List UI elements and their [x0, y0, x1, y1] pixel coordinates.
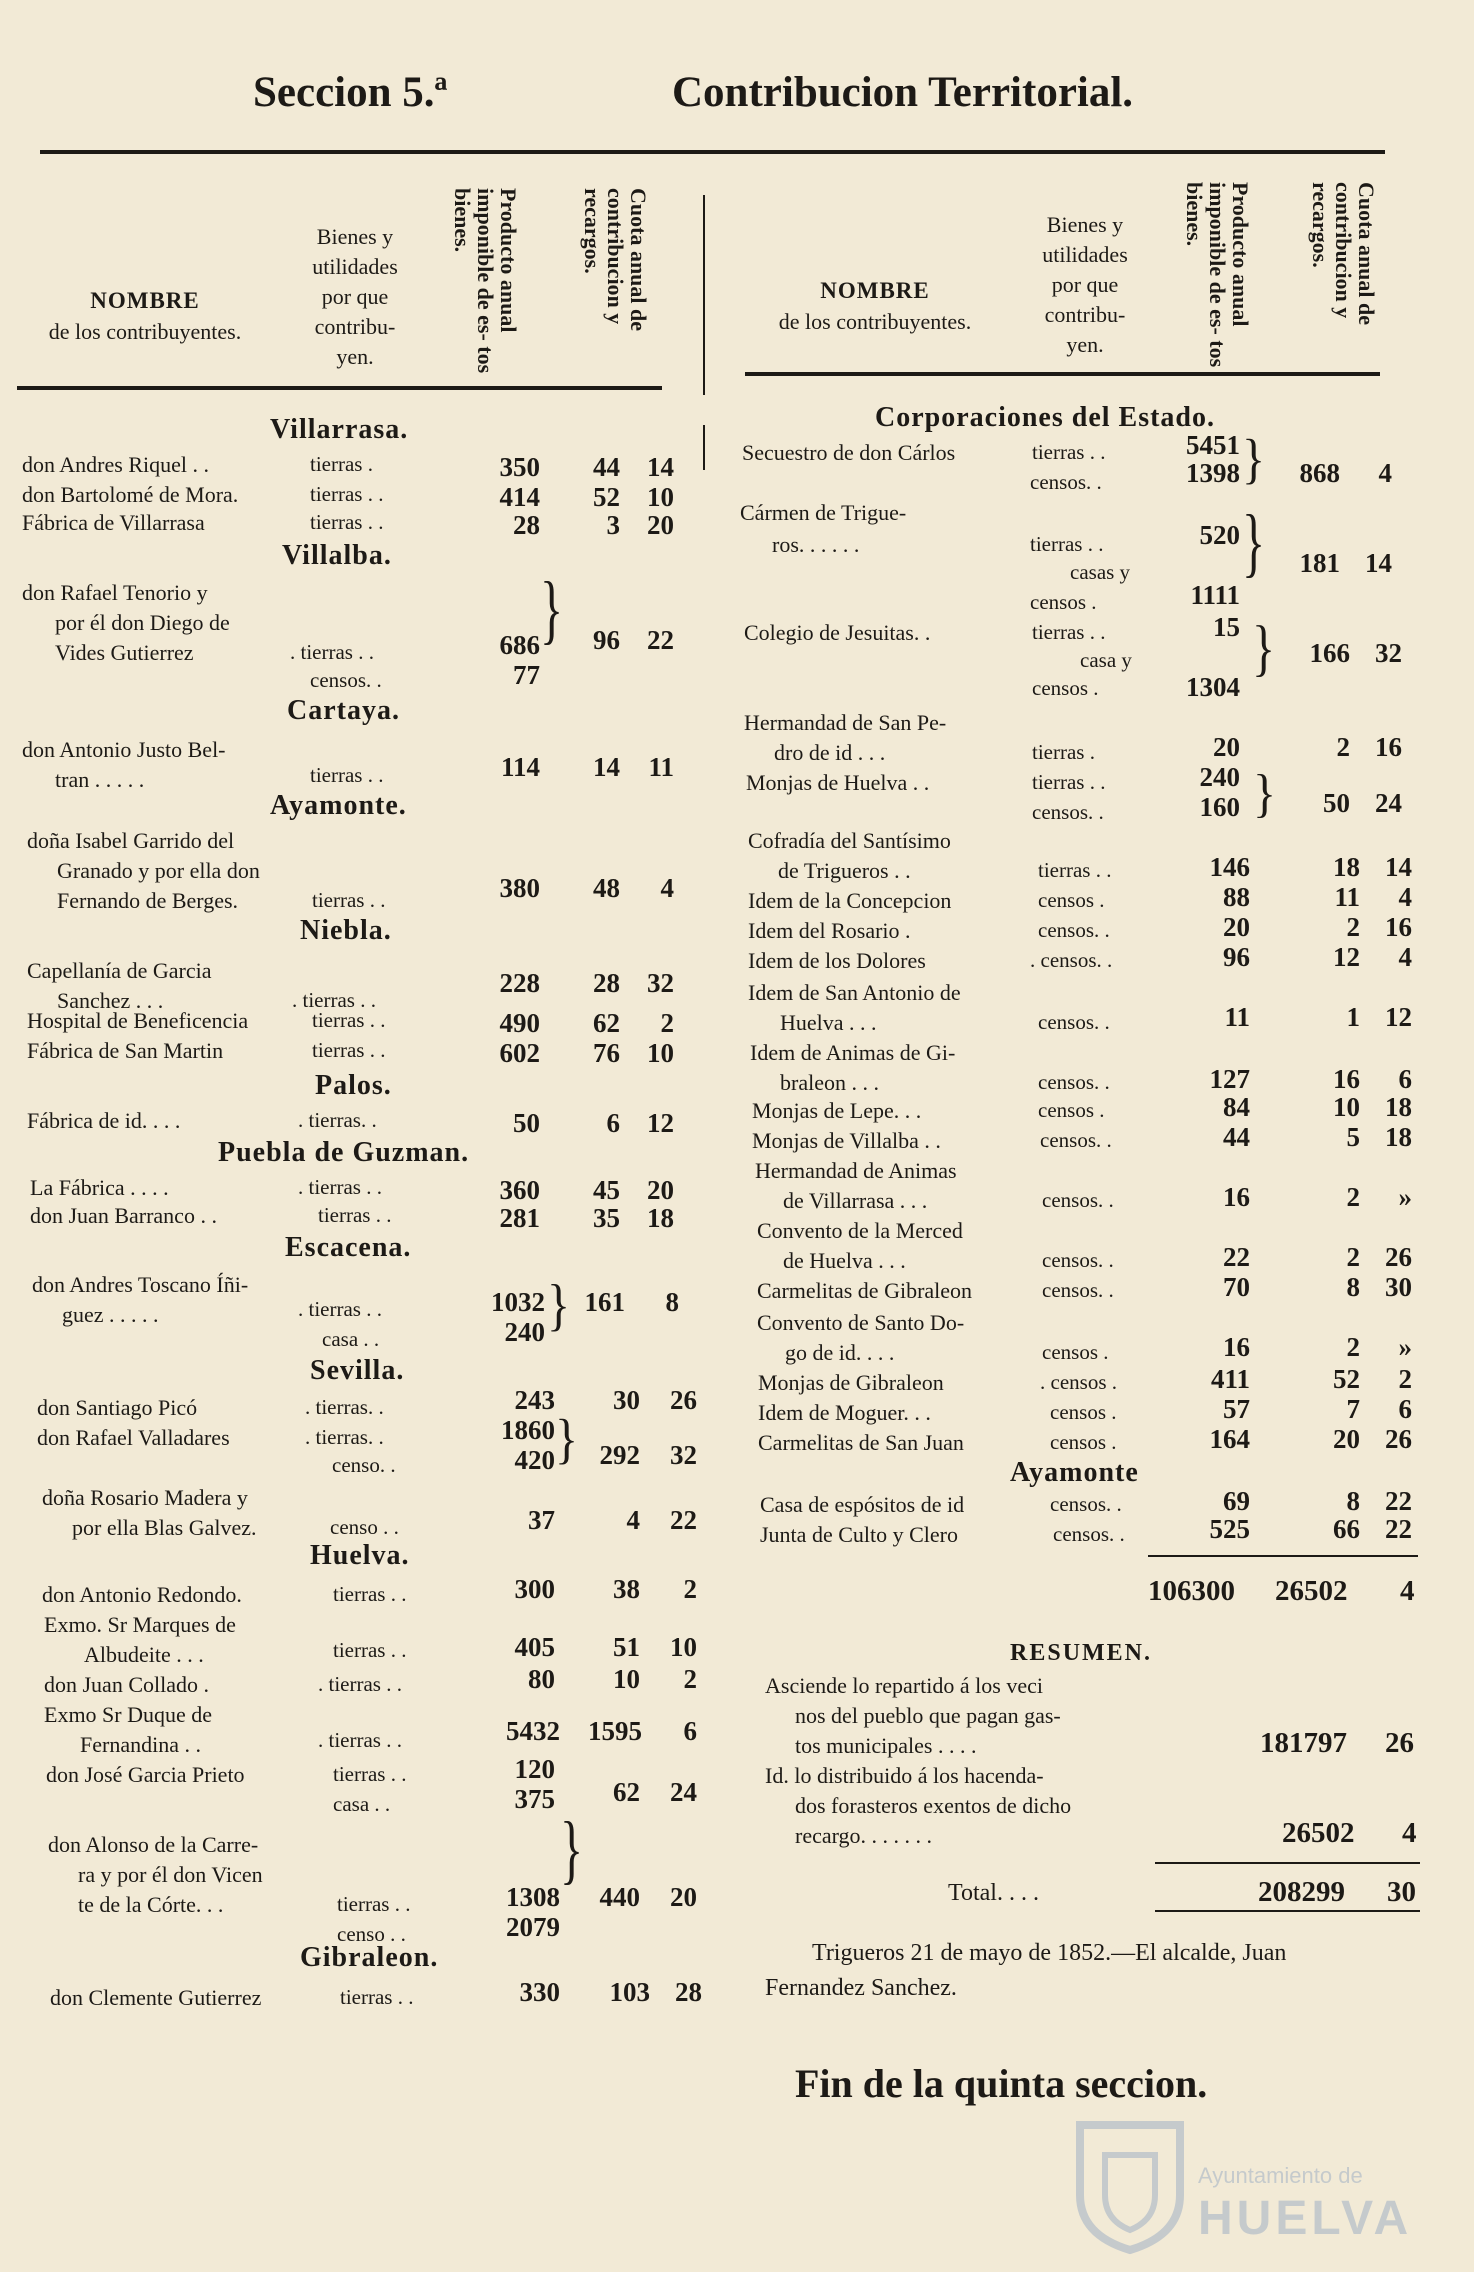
col-bienes-header: Bienes y utilidades por que contribu- yen. — [312, 224, 398, 369]
table-row: Exmo Sr Duque de Fernandina . . . tierras . . 5432 1595 6 — [44, 1702, 697, 1757]
brace: } — [560, 1807, 584, 1892]
column-divider-small — [703, 425, 705, 470]
town-heading: Gibraleon. — [300, 1942, 439, 1973]
table-row: Monjas de Lepe. . . censos . 84 10 18 — [752, 1092, 1412, 1123]
table-row: Hermandad de San Pe- dro de id . . . tierras . 20 2 16 — [744, 710, 1402, 765]
col-bienes-header-right: Bienes y utilidades por que contribu- yen. — [1042, 212, 1128, 357]
table-row: Capellanía de Garcia Sanchez . . . . tierras . . 228 28 32 — [27, 958, 674, 1013]
summary-line: recargo. . . . . . . — [795, 1823, 933, 1848]
total-label: Total. . . . — [948, 1880, 1039, 1906]
brace: } — [1253, 764, 1277, 823]
summary-line: Id. lo distribuido á los hacenda- — [765, 1763, 1044, 1788]
table-row: Cofradía del Santísimo de Trigueros . . tierras . . 146 18 14 — [748, 828, 1412, 883]
total-rule — [1155, 1862, 1420, 1864]
section-heading: Corporaciones del Estado. — [875, 402, 1215, 433]
brace: } — [1242, 500, 1266, 585]
header-rule — [40, 150, 1385, 154]
col-name-header-right: NOMBRE de los contribuyentes. — [778, 278, 972, 334]
summary-value: 181797 — [1260, 1727, 1347, 1759]
town-heading: Palos. — [315, 1070, 392, 1101]
table-row: Secuestro de don Cárlos tierras . . censos. . 5451 1398 868 4 — [742, 430, 1392, 494]
col-producto-header: Producto anual imponible de es- tos bienes. — [450, 188, 521, 374]
brace: } — [555, 1408, 579, 1470]
table-row: Exmo. Sr Marques de Albudeite . . . tierras . . 405 51 10 — [44, 1612, 697, 1667]
signature-line: Trigueros 21 de mayo de 1852.—El alcalde, Juan — [812, 1940, 1287, 1966]
total-value-cents: 30 — [1387, 1876, 1416, 1908]
table-row: don Rafael Tenorio y por él don Diego de Vides Gutierrez . tierras . . censos. . 686 77 96 22 — [22, 580, 674, 692]
summary-value: 26502 — [1282, 1817, 1355, 1849]
town-heading: Ayamonte — [1010, 1457, 1139, 1488]
town-heading: Cartaya. — [287, 695, 400, 726]
table-row: Monjas de Villalba . . censos. . 44 5 18 — [752, 1122, 1412, 1153]
table-row: Carmelitas de Gibraleon censos. . 70 8 30 — [757, 1272, 1412, 1303]
summary-line: Asciende lo repartido á los veci — [765, 1673, 1043, 1698]
town-heading: Puebla de Guzman. — [218, 1137, 470, 1168]
town-heading: Niebla. — [300, 915, 392, 946]
table-row: La Fábrica . . . . . tierras . . 360 45 20 — [30, 1175, 674, 1205]
summary-value-cents: 4 — [1402, 1817, 1417, 1849]
sum-rule — [1148, 1555, 1418, 1557]
town-heading: Escacena. — [285, 1232, 412, 1263]
table-row: doña Isabel Garrido del Granado y por ella don Fernando de Berges. tierras . . 380 48 4 — [27, 828, 674, 913]
town-heading: Ayamonte. — [270, 790, 407, 821]
watermark-line1: Ayuntamiento de — [1198, 2163, 1363, 2188]
shield-icon — [1060, 2105, 1200, 2255]
total-rule-bottom — [1155, 1910, 1420, 1912]
column-divider — [703, 195, 705, 395]
table-row: Fábrica de id. . . . . tierras. . 50 6 12 — [27, 1108, 674, 1138]
watermark-line2: HUELVA — [1198, 2192, 1413, 2245]
summary-line: tos municipales . . . . — [795, 1733, 977, 1758]
brace: } — [547, 1273, 571, 1337]
table-row: don Antonio Justo Bel- tran . . . . . tierras . . 114 14 11 — [22, 737, 674, 792]
table-row: doña Rosario Madera y por ella Blas Galvez. censo . . 37 4 22 — [42, 1485, 697, 1540]
brace: } — [540, 567, 564, 652]
table-row: Convento de Santo Do- go de id. . . . censos . 16 2 » — [757, 1310, 1412, 1365]
town-heading: Villarrasa. — [270, 414, 409, 445]
table-row: don Andres Riquel . . tierras . 350 44 14 — [22, 452, 674, 482]
section-number: Seccion 5.ª — [253, 69, 448, 116]
signature-line: Fernandez Sanchez. — [765, 1975, 957, 2001]
col-cuota-header: Cuota anual de contribucion y recargos. — [580, 188, 651, 332]
town-heading: Sevilla. — [310, 1355, 405, 1386]
table-row: Monjas de Huelva . . tierras . . censos. . 240 160 50 24 — [746, 762, 1402, 824]
table-row: don Bartolomé de Mora. tierras . . 414 52 10 — [22, 482, 674, 512]
col-producto-header-right: Producto anual imponible de es- tos bienes. — [1182, 182, 1253, 368]
brace: } — [1252, 614, 1276, 683]
table-row: Junta de Culto y Clero censos. . 525 66 22 — [760, 1514, 1412, 1547]
table-row: Idem de la Concepcion censos . 88 11 4 — [748, 882, 1412, 913]
table-row: don Antonio Redondo. tierras . . 300 38 2 — [42, 1574, 697, 1607]
page-title: Contribucion Territorial. — [672, 69, 1134, 116]
brace: } — [1242, 428, 1266, 490]
col-name-header: NOMBRE de los contribuyentes. — [48, 288, 242, 344]
table-row: Monjas de Gibraleon . censos . 411 52 2 — [758, 1364, 1412, 1395]
table-row: don José Garcia Prieto tierras . . casa . . 120 375 62 24 — [46, 1754, 697, 1816]
table-row: Carmelitas de San Juan censos . 164 20 26 — [758, 1424, 1412, 1455]
table-row: don Rafael Valladares . tierras. . censo. . 1860 420 292 32 — [37, 1415, 697, 1477]
table-row: don Santiago Picó . tierras. . 243 30 26 — [37, 1385, 697, 1420]
right-header-rule — [745, 372, 1380, 376]
table-row: Cármen de Trigue- ros. . . . . . tierras . . casas y censos . 520 1111 181 14 — [740, 500, 1392, 614]
table-row: don Andres Toscano Íñi- guez . . . . . . tierras . . casa . . 1032 240 161 8 — [32, 1272, 679, 1351]
table-row: Colegio de Jesuitas. . tierras . . casa y censos . 15 1304 166 32 — [744, 612, 1402, 702]
table-row: Casa de espósitos de id censos. . 69 8 22 — [760, 1486, 1412, 1517]
table-row: Fábrica de San Martin tierras . . 602 76 10 — [27, 1038, 674, 1068]
sum-row: 106300 26502 4 — [1148, 1575, 1415, 1607]
table-row: Idem de Moguer. . . censos . 57 7 6 — [758, 1394, 1412, 1425]
summary-title: RESUMEN. — [1010, 1640, 1153, 1666]
table-row: Idem del Rosario . censos. . 20 2 16 — [748, 912, 1412, 943]
table-row: don Alonso de la Carre- ra y por él don Vicen te de la Córte. . . tierras . . censo . . 1308 2079 440 20 — [48, 1832, 697, 1946]
table-row: don Clemente Gutierrez tierras . . 330 103 28 — [50, 1977, 702, 2010]
end-of-section: Fin de la quinta seccion. — [795, 2061, 1208, 2106]
summary-line: dos forasteros exentos de dicho — [795, 1793, 1072, 1818]
table-row: Hermandad de Animas de Villarrasa . . . censos. . 16 2 » — [755, 1158, 1412, 1213]
table-row: Idem de Animas de Gi- braleon . . . censos. . 127 16 6 — [750, 1040, 1412, 1095]
table-row: don Juan Barranco . . tierras . . 281 35 18 — [30, 1203, 674, 1233]
table-row: Fábrica de Villarrasa tierras . . 28 3 20 — [22, 510, 674, 540]
summary-value-cents: 26 — [1385, 1727, 1414, 1759]
town-heading: Villalba. — [282, 540, 392, 571]
town-heading: Huelva. — [310, 1540, 410, 1571]
table-row: Idem de los Dolores . censos. . 96 12 4 — [748, 942, 1412, 973]
table-row: Idem de San Antonio de Huelva . . . censos. . 11 1 12 — [748, 980, 1412, 1035]
total-value: 208299 — [1258, 1876, 1345, 1908]
col-cuota-header-right: Cuota anual de contribucion y recargos. — [1308, 182, 1379, 326]
table-row: Convento de la Merced de Huelva . . . censos. . 22 2 26 — [757, 1218, 1412, 1273]
table-row: don Juan Collado . . tierras . . 80 10 2 — [44, 1664, 697, 1697]
summary-line: nos del pueblo que pagan gas- — [795, 1703, 1061, 1728]
left-header-rule — [17, 386, 662, 390]
table-row: Hospital de Beneficencia tierras . . 490 62 2 — [27, 1008, 674, 1038]
